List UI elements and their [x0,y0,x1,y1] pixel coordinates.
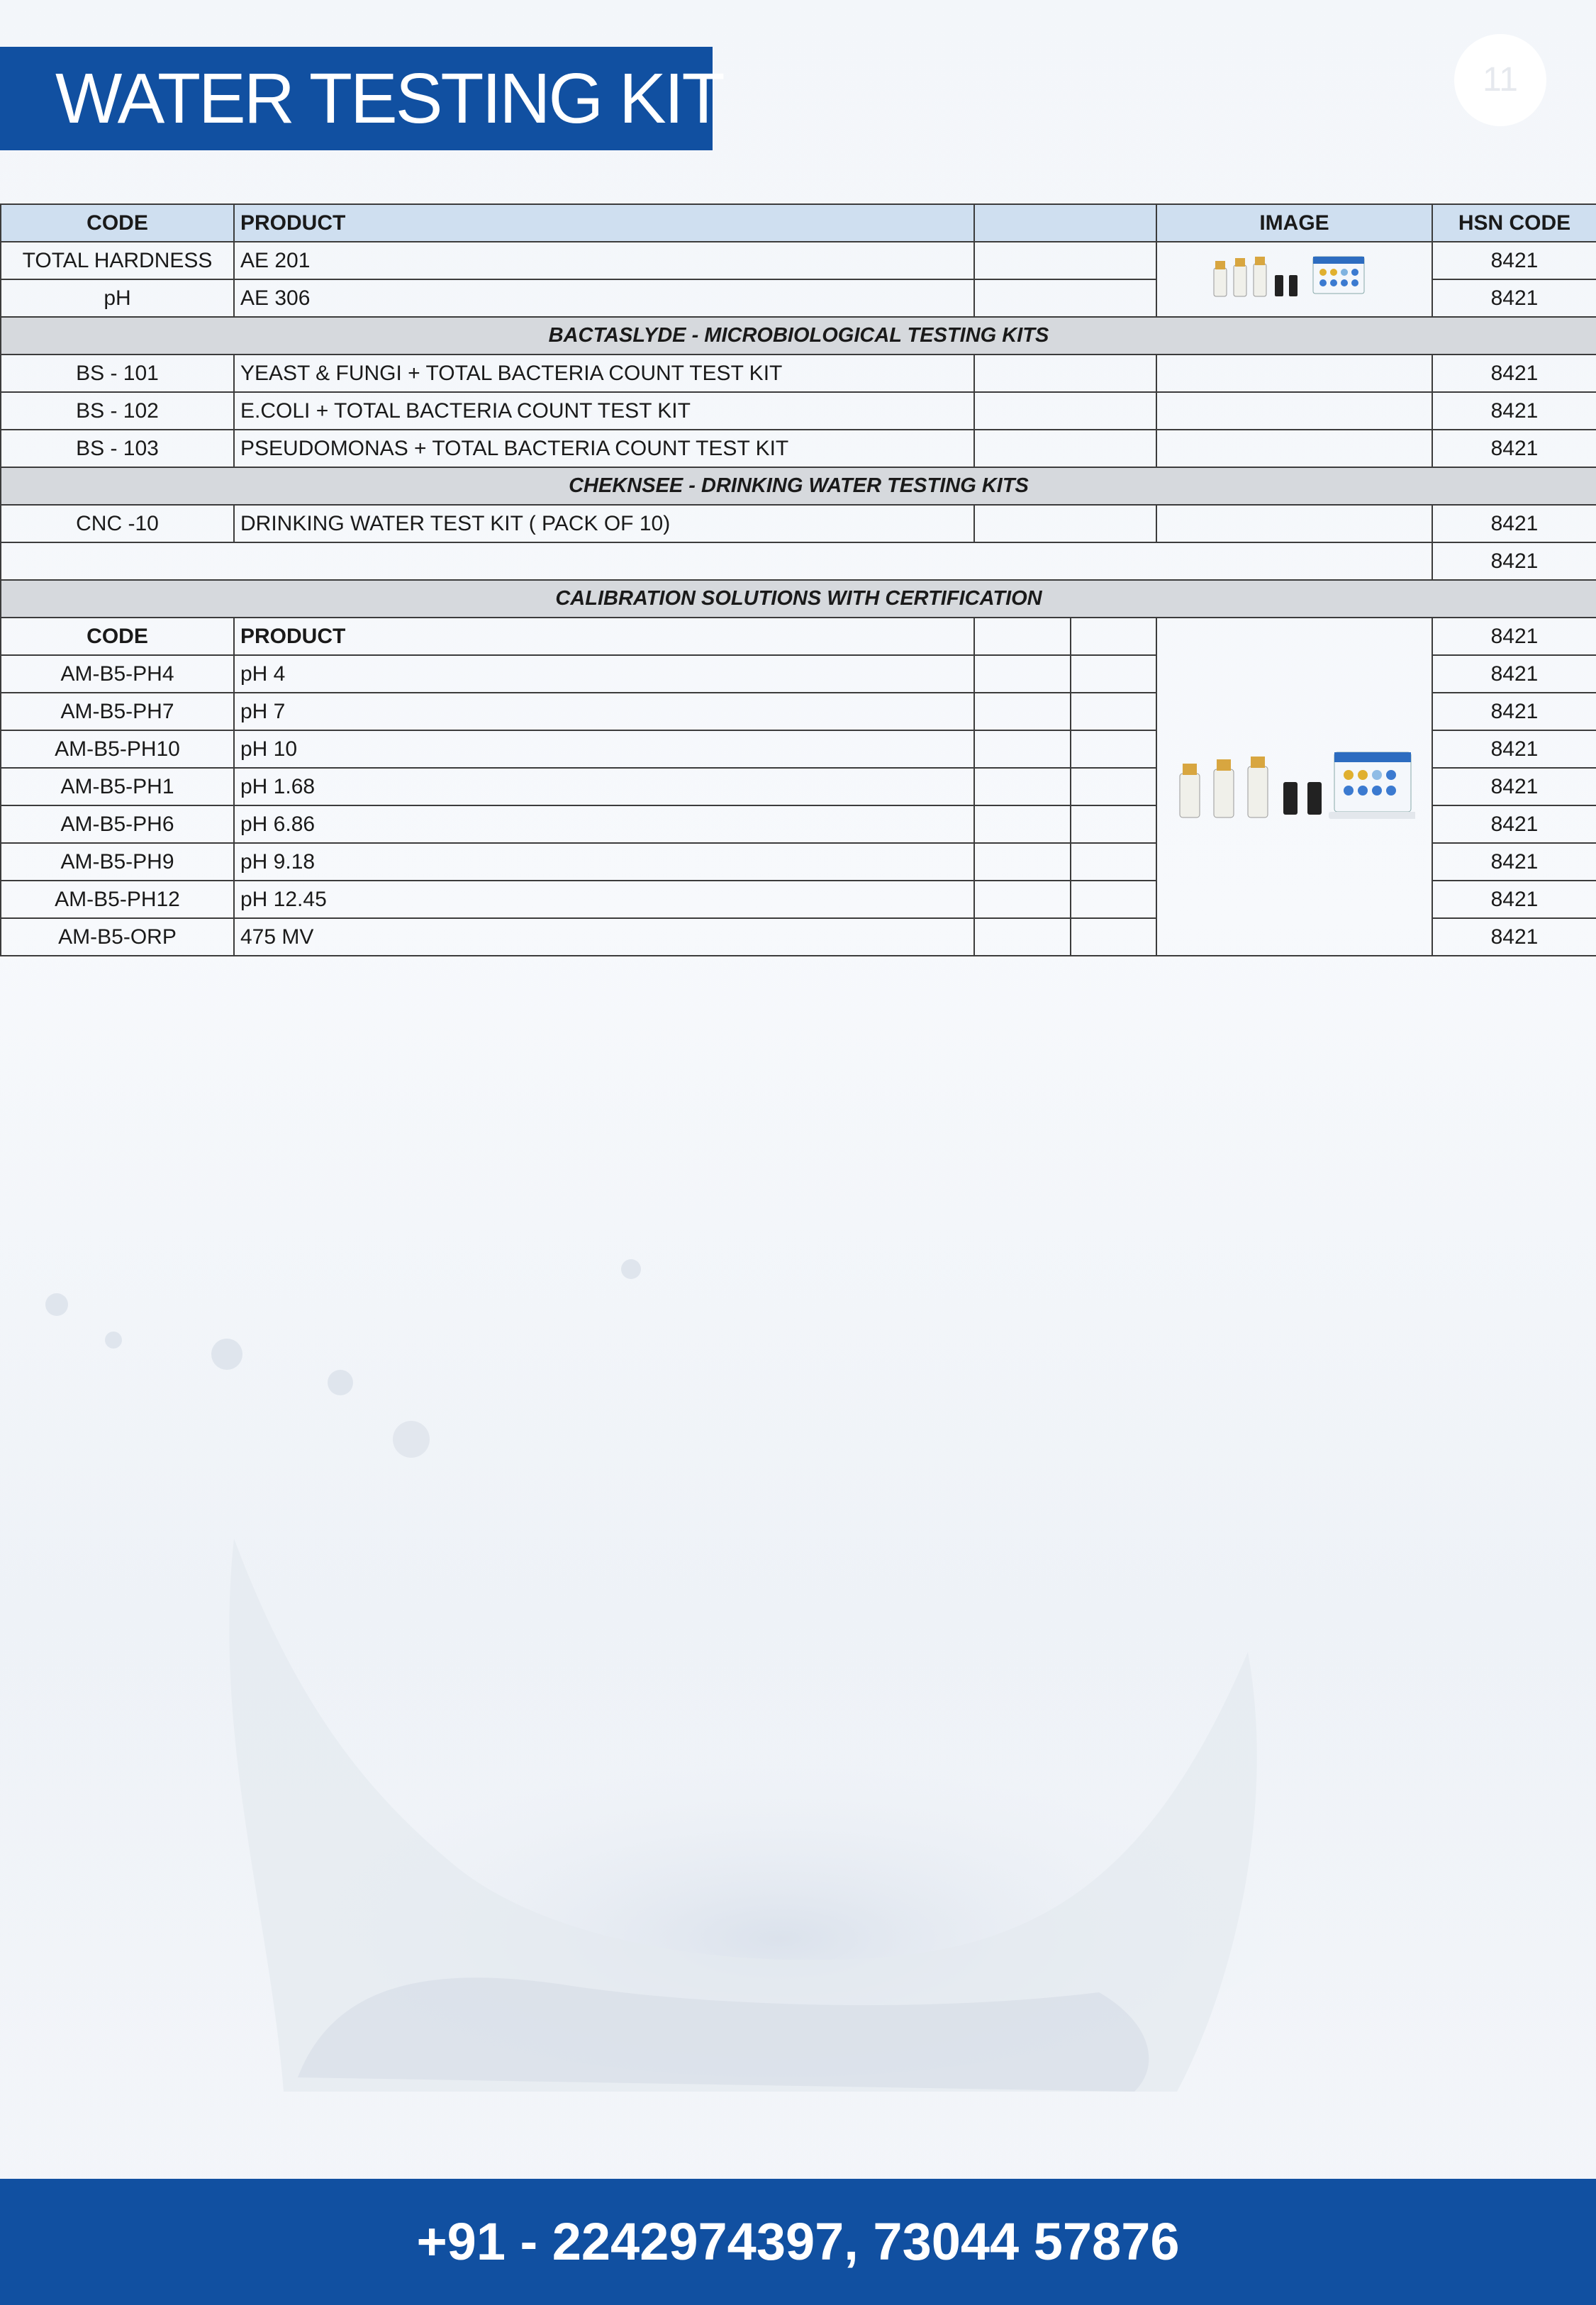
cell-blank [974,430,1156,467]
table-row [1,392,1596,430]
cell-blank [974,279,1156,317]
cell-blank [1071,843,1156,881]
footer-phone: +91 - 2242974397, 73044 57876 [416,2212,1180,2271]
cell-product: DRINKING WATER TEST KIT ( PACK OF 10) [234,505,974,542]
cell-blank [974,392,1156,430]
cell-hsn: 8421 [1432,805,1596,843]
cell-code: AM-B5-PH9 [1,843,234,881]
cell-blank [974,618,1071,655]
cell-blank [974,505,1156,542]
cell-blank [974,693,1071,730]
cell-hsn: 8421 [1432,655,1596,693]
cell-blank [1071,768,1156,805]
table-row [1,505,1596,542]
product-table [0,203,1596,956]
cell-hsn: 8421 [1432,843,1596,881]
cell-product: AE 306 [234,279,974,317]
cell-image [1156,392,1432,430]
page-title: WATER TESTING KIT [55,59,723,138]
header-image: IMAGE [1156,204,1432,242]
cell-blank [974,355,1156,392]
cell-hsn: 8421 [1432,279,1596,317]
cell-code: AM-B5-PH4 [1,655,234,693]
cell-hsn: 8421 [1432,918,1596,956]
cell-product: pH 9.18 [234,843,974,881]
product-image-small [1156,242,1432,317]
page-title-banner [0,47,723,150]
cell-code: TOTAL HARDNESS [1,242,234,279]
table-header-row [1,204,1596,242]
cell-blank [974,242,1156,279]
table-row [1,542,1596,580]
section-title: CHEKNSEE - DRINKING WATER TESTING KITS [1,467,1596,505]
page-number: 11 [1454,34,1546,126]
cell-hsn: 8421 [1432,881,1596,918]
cell-blank [1071,693,1156,730]
cell-code: AM-B5-PH1 [1,768,234,805]
cell-code: AM-B5-ORP [1,918,234,956]
water-splash-background [0,1170,1596,2177]
cell-product: PSEUDOMONAS + TOTAL BACTERIA COUNT TEST KIT [234,430,974,467]
cell-blank [1071,805,1156,843]
cell-code: AM-B5-PH7 [1,693,234,730]
section-row-bactaslyde [1,317,1596,355]
cell-blank [1071,655,1156,693]
cell-product: pH 1.68 [234,768,974,805]
cell-hsn: 8421 [1432,768,1596,805]
section-row-calibration [1,580,1596,618]
cell-hsn: 8421 [1432,242,1596,279]
cell-blank [974,843,1071,881]
cell-product: pH 4 [234,655,974,693]
header-blank [974,204,1156,242]
cell-blank [1071,618,1156,655]
cell-empty [1,542,1432,580]
cell-blank [1071,881,1156,918]
product-image-large [1156,618,1432,956]
cell-product: pH 6.86 [234,805,974,843]
cell-blank [974,730,1071,768]
section-title: BACTASLYDE - MICROBIOLOGICAL TESTING KITS [1,317,1596,355]
cell-product: E.COLI + TOTAL BACTERIA COUNT TEST KIT [234,392,974,430]
cell-blank [974,655,1071,693]
table-row [1,242,1596,279]
cell-code: CNC -10 [1,505,234,542]
cell-blank [1071,918,1156,956]
cell-blank [1071,730,1156,768]
cell-product-header: PRODUCT [234,618,974,655]
cell-image [1156,430,1432,467]
table-row [1,618,1596,655]
cell-hsn: 8421 [1432,392,1596,430]
cell-product: 475 MV [234,918,974,956]
cell-hsn: 8421 [1432,430,1596,467]
cell-hsn: 8421 [1432,618,1596,655]
table-row [1,430,1596,467]
cell-blank [974,805,1071,843]
cell-hsn: 8421 [1432,355,1596,392]
section-title: CALIBRATION SOLUTIONS WITH CERTIFICATION [1,580,1596,618]
section-row-cheknsee [1,467,1596,505]
cell-hsn: 8421 [1432,505,1596,542]
header-code: CODE [1,204,234,242]
cell-code: BS - 101 [1,355,234,392]
cell-blank [974,768,1071,805]
cell-code: AM-B5-PH12 [1,881,234,918]
cell-image [1156,355,1432,392]
cell-product: YEAST & FUNGI + TOTAL BACTERIA COUNT TEST KIT [234,355,974,392]
cell-blank [974,918,1071,956]
cell-product: pH 10 [234,730,974,768]
cell-blank [974,881,1071,918]
cell-hsn: 8421 [1432,542,1596,580]
table-row [1,355,1596,392]
cell-code: AM-B5-PH6 [1,805,234,843]
cell-product: pH 12.45 [234,881,974,918]
cell-image [1156,505,1432,542]
cell-product: pH 7 [234,693,974,730]
footer-contact-bar [0,2179,1596,2305]
cell-code: AM-B5-PH10 [1,730,234,768]
cell-code-header: CODE [1,618,234,655]
header-hsn-code: HSN CODE [1432,204,1596,242]
cell-product: AE 201 [234,242,974,279]
calibration-kit-image [1174,745,1415,823]
test-kit-image [1210,251,1380,302]
cell-code: pH [1,279,234,317]
cell-hsn: 8421 [1432,730,1596,768]
header-product: PRODUCT [234,204,974,242]
cell-code: BS - 102 [1,392,234,430]
cell-code: BS - 103 [1,430,234,467]
cell-hsn: 8421 [1432,693,1596,730]
